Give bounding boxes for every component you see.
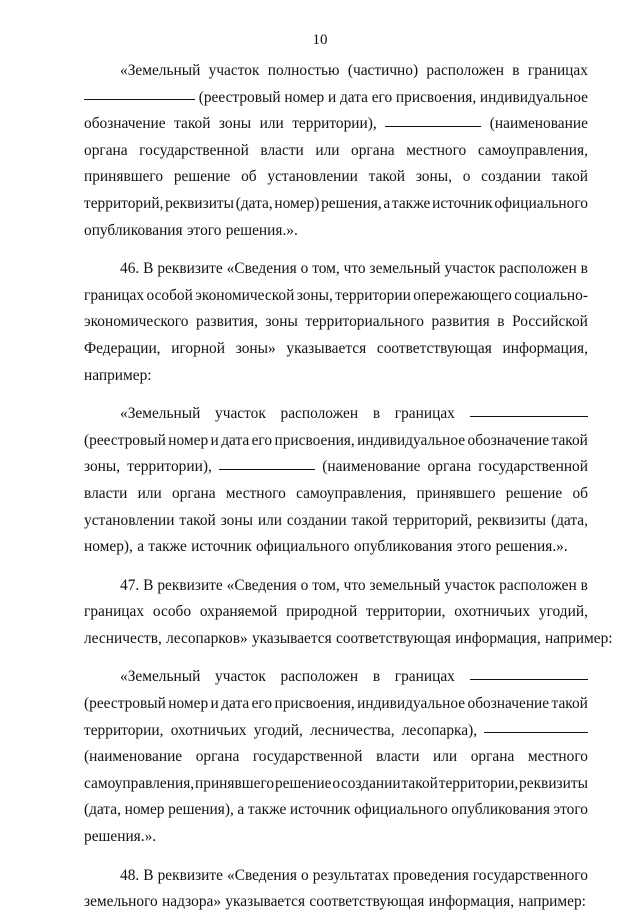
fill-in-blank xyxy=(385,111,481,127)
paragraph-gap xyxy=(84,244,588,256)
text-line: территорий, реквизиты (дата, номер) решения, а также источник официального xyxy=(84,194,588,212)
paragraph-gap xyxy=(84,389,588,401)
text-line: экономического развития, зоны территориального развития в Российской xyxy=(84,313,588,331)
fill-in-blank xyxy=(219,454,315,470)
paragraph-gap xyxy=(84,561,588,573)
text-line: 47. В реквизите «Сведения о том, что земельный участок расположен в xyxy=(120,576,588,594)
paragraph xyxy=(84,58,588,244)
text-line: (дата, номер решения), а также источник официального опубликования этого xyxy=(84,801,588,819)
text-line: лесничеств, лесопарков» указывается соответствующая информация, например: xyxy=(84,629,613,647)
fill-in-blank xyxy=(84,85,195,101)
text-line: Федерации, игорной зоны» указывается соответствующая информация, xyxy=(84,339,588,357)
text-line: решения.». xyxy=(84,828,157,846)
fill-in-blank xyxy=(470,664,588,680)
text-line: 48. В реквизите «Сведения о результатах проведения государственного xyxy=(120,866,588,884)
text-line: (реестровый номер и дата его присвоения, индивидуальное обозначение такой xyxy=(84,695,588,713)
fill-in-blank xyxy=(484,718,588,734)
paragraph xyxy=(84,664,588,850)
text-line: самоуправления, принявшего решение о создании такой территории, реквизиты xyxy=(84,774,588,792)
text-line: принявшего решение об установлении такой зоны, о создании такой xyxy=(84,168,588,186)
text-line: установлении такой зоны или создании такой территорий, реквизиты (дата, xyxy=(84,511,588,529)
text-line: границах особо охраняемой природной территории, охотничьих угодий, xyxy=(84,603,588,621)
text-line: например: xyxy=(84,366,152,384)
text-line: власти или органа местного самоуправления, принявшего решение об xyxy=(84,484,588,502)
paragraph xyxy=(84,863,588,916)
paragraph xyxy=(84,256,588,389)
page-number: 10 xyxy=(312,32,328,48)
paragraph xyxy=(84,573,613,653)
document-body xyxy=(84,58,613,916)
text-line: опубликования этого решения.». xyxy=(84,221,298,239)
fill-in-blank xyxy=(470,401,588,417)
text-line: (наименование органа государственной власти или органа местного xyxy=(84,748,588,766)
text-line: (реестровый номер и дата его присвоения, индивидуальное xyxy=(84,85,588,112)
paragraph-gap xyxy=(84,851,588,863)
text-line: «Земельный участок расположен в границах xyxy=(84,401,588,428)
text-line: 46. В реквизите «Сведения о том, что земельный участок расположен в xyxy=(120,260,588,278)
paragraph-gap xyxy=(84,652,588,664)
text-line: номер), а также источник официального опубликования этого решения.». xyxy=(84,538,568,556)
text-line: зоны, территории), (наименование органа государственной xyxy=(84,454,588,481)
text-line: земельного надзора» указывается соответствующая информация, например: xyxy=(84,893,586,911)
text-line: границах особой экономической зоны, территории опережающего социально- xyxy=(84,286,588,304)
text-line: (реестровый номер и дата его присвоения, индивидуальное обозначение такой xyxy=(84,431,588,449)
text-line: территории, охотничьих угодий, лесничества, лесопарка), xyxy=(84,718,588,745)
paragraph xyxy=(84,401,588,561)
text-line: обозначение такой зоны или территории), (наименование xyxy=(84,111,588,138)
text-line: органа государственной власти или органа местного самоуправления, xyxy=(84,141,588,159)
text-line: «Земельный участок полностью (частично) расположен в границах xyxy=(120,62,588,79)
text-line: «Земельный участок расположен в границах xyxy=(84,664,588,691)
